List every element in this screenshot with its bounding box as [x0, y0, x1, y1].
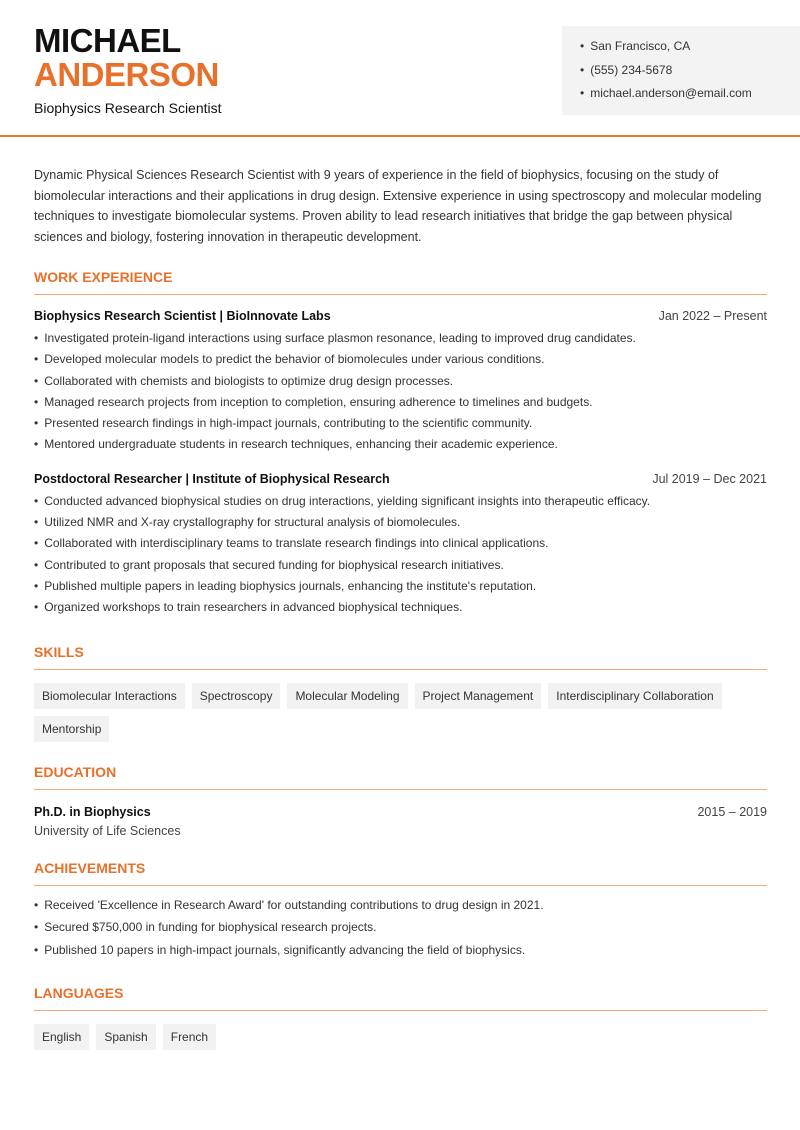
- skill-tag: Project Management: [415, 683, 542, 709]
- language-tag: English: [34, 1024, 89, 1050]
- job-bullets: [34, 494, 767, 622]
- job-role: Biophysics Research Scientist | BioInnovate Labs: [34, 309, 331, 323]
- list-item: • Investigated protein-ligand interactions using surface plasmon resonance, leading to improved drug candidates.: [34, 331, 767, 352]
- resume-header: [0, 0, 800, 137]
- list-item: • Organized workshops to train researchers in advanced biophysical techniques.: [34, 600, 767, 621]
- job-header: [34, 309, 767, 323]
- contact-email: • michael.anderson@email.com: [580, 86, 800, 110]
- skill-tag: Interdisciplinary Collaboration: [548, 683, 721, 709]
- last-name: ANDERSON: [34, 56, 219, 93]
- list-item: • Developed molecular models to predict the behavior of biomolecules under various conditions.: [34, 352, 767, 373]
- list-item: • Secured $750,000 in funding for biophysical research projects.: [34, 920, 767, 943]
- achievements-list: [34, 898, 767, 966]
- list-item: • Received 'Excellence in Research Award' for outstanding contributions to drug design in 2021.: [34, 898, 767, 921]
- contact-box: [562, 26, 800, 115]
- job-title: Biophysics Research Scientist: [34, 100, 222, 116]
- skill-tag: Biomolecular Interactions: [34, 683, 185, 709]
- candidate-name: [34, 24, 219, 92]
- skill-tag: Mentorship: [34, 716, 109, 742]
- section-heading-education: EDUCATION: [34, 764, 767, 790]
- skill-tag: Spectroscopy: [192, 683, 281, 709]
- skills-list: [34, 683, 767, 742]
- job-dates: Jan 2022 – Present: [658, 309, 767, 323]
- job-list: [34, 309, 767, 622]
- list-item: • Conducted advanced biophysical studies on drug interactions, yielding significant insights into therapeutic efficacy.: [34, 494, 767, 515]
- skill-tag: Molecular Modeling: [287, 683, 407, 709]
- section-heading-languages: LANGUAGES: [34, 985, 767, 1011]
- list-item: • Managed research projects from inception to completion, ensuring adherence to timelines and budgets.: [34, 395, 767, 416]
- section-heading-achievements: ACHIEVEMENTS: [34, 860, 767, 886]
- section-heading-work: WORK EXPERIENCE: [34, 269, 767, 295]
- degree: Ph.D. in Biophysics: [34, 804, 151, 819]
- list-item: • Published multiple papers in leading biophysics journals, enhancing the institute's reputation.: [34, 579, 767, 600]
- list-item: • Collaborated with chemists and biologists to optimize drug design processes.: [34, 374, 767, 395]
- job-role: Postdoctoral Researcher | Institute of Biophysical Research: [34, 471, 390, 486]
- first-name: MICHAEL: [34, 22, 181, 59]
- list-item: • Utilized NMR and X-ray crystallography for structural analysis of biomolecules.: [34, 515, 767, 536]
- list-item: • Collaborated with interdisciplinary teams to translate research findings into clinical applications.: [34, 536, 767, 557]
- list-item: • Published 10 papers in high-impact journals, significantly advancing the field of biophysics.: [34, 943, 767, 966]
- language-tag: Spanish: [96, 1024, 155, 1050]
- job-dates: Jul 2019 – Dec 2021: [652, 471, 767, 486]
- summary: Dynamic Physical Sciences Research Scientist with 9 years of experience in the field of biophysics, focusing on the study of biomolecular interactions and their applications in drug design. Extensive experience in using spectroscopy and molecular modeling techniques to investigate biomolecular systems. Proven ability to lead research initiatives that bridge the gap between physical sciences and biology, fostering innovation in therapeutic development.: [34, 168, 762, 244]
- education-entry: [34, 805, 767, 819]
- job-bullets: [34, 331, 767, 459]
- school: University of Life Sciences: [34, 823, 181, 838]
- list-item: • Mentored undergraduate students in research techniques, enhancing their academic experience.: [34, 437, 767, 458]
- languages-list: [34, 1024, 767, 1050]
- contact-phone: • (555) 234-5678: [580, 63, 800, 87]
- list-item: • Presented research findings in high-impact journals, contributing to the scientific community.: [34, 416, 767, 437]
- job-header: [34, 472, 767, 486]
- language-tag: French: [163, 1024, 216, 1050]
- section-heading-skills: SKILLS: [34, 644, 767, 670]
- list-item: • Contributed to grant proposals that secured funding for biophysical research initiatives.: [34, 558, 767, 579]
- contact-location: • San Francisco, CA: [580, 39, 800, 63]
- education-dates: 2015 – 2019: [697, 804, 767, 819]
